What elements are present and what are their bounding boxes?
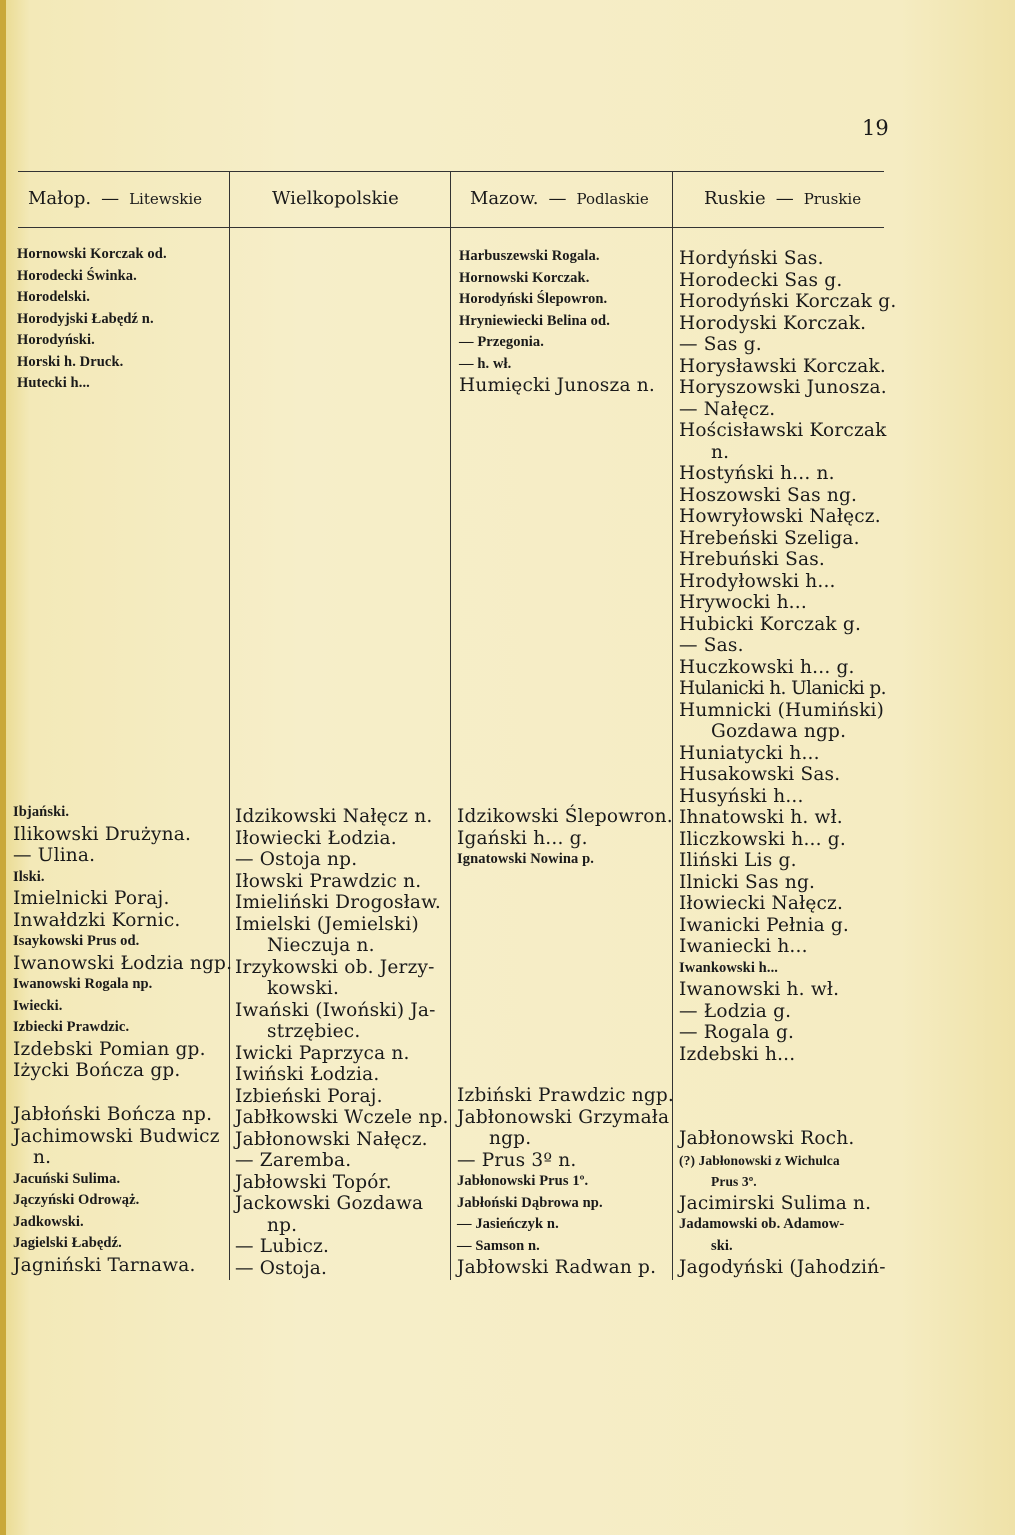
- entry: — Sas g.: [679, 334, 762, 355]
- entry: Horodyński Korczak g.: [679, 291, 897, 312]
- entry: Jacimirski Sulima n.: [679, 1192, 872, 1214]
- entry: Husakowski Sas.: [679, 764, 841, 785]
- header-dash: —: [775, 188, 794, 209]
- entry: Horodyński.: [17, 332, 95, 348]
- entry: Jadkowski.: [13, 1213, 84, 1230]
- column-divider: [450, 172, 451, 1280]
- entry: Imieliński Drogosław.: [235, 892, 442, 913]
- entry: — Przegonia.: [459, 334, 544, 350]
- col1-j-entries: [13, 1104, 220, 1276]
- entry: kowski.: [267, 978, 340, 999]
- entry: Husyński h...: [679, 785, 804, 807]
- entry: Imielnicki Poraj.: [13, 888, 170, 909]
- entry: Irzykowski ob. Jerzy-: [235, 956, 435, 978]
- col3-h-entries: [459, 246, 610, 375]
- entry: Hrywocki h...: [679, 592, 807, 613]
- entry: Horyszowski Junosza.: [679, 377, 887, 398]
- header-main: Ruskie: [704, 188, 766, 209]
- entry: Jabłonowski Roch.: [679, 1128, 855, 1149]
- entry: Horodecki Sas g.: [679, 269, 843, 291]
- entry: Igański h... g.: [457, 827, 588, 849]
- entry: Horski h. Druck.: [17, 353, 124, 370]
- entry: strzębiec.: [267, 1021, 361, 1042]
- entry: Jagielski Łabędź.: [13, 1235, 122, 1251]
- col3-i-entries: [457, 806, 673, 871]
- entry: — Zaremba.: [235, 1150, 352, 1171]
- entry: Iłowiecki Łodzia.: [235, 827, 397, 849]
- entry: Jabłonowski Grzymała: [457, 1106, 670, 1128]
- entry: Hrebeński Szeliga.: [679, 527, 860, 549]
- entry: Jabłowski Topór.: [235, 1171, 392, 1193]
- entry: Iliczkowski h... g.: [679, 828, 846, 850]
- entry: — Ulina.: [13, 845, 96, 866]
- entry: Jacuński Sulima.: [13, 1170, 121, 1187]
- entry: Hrodyłowski h...: [679, 570, 836, 592]
- entry: Iłowski Prawdzic n.: [235, 870, 422, 892]
- entry: — Lubicz.: [235, 1236, 330, 1257]
- entry: Hornowski Korczak od.: [17, 246, 167, 262]
- entry: n.: [711, 441, 730, 463]
- entry: Iłowiecki Nałęcz.: [679, 893, 844, 914]
- entry: Jadamowski ob. Adamow-: [679, 1216, 845, 1232]
- entry: Hościsławski Korczak: [679, 420, 887, 441]
- entry: Ilikowski Drużyna.: [13, 823, 192, 845]
- entry: Hostyński h... n.: [679, 463, 835, 484]
- entry: Prus 3º.: [711, 1174, 757, 1189]
- entry: Iżycki Bończa gp.: [13, 1060, 181, 1081]
- entry: — Ostoja np.: [235, 849, 358, 870]
- entry: Imielski (Jemielski): [235, 913, 419, 935]
- col4-j-entries: [679, 1128, 886, 1279]
- entry: — Jasieńczyk n.: [457, 1216, 559, 1232]
- entry: Harbuszewski Rogala.: [459, 248, 600, 264]
- entry: Inwałdzki Kornic.: [13, 909, 181, 931]
- entry: Horysławski Korczak.: [679, 355, 886, 377]
- entry: Jackowski Gozdawa: [235, 1193, 424, 1214]
- entry: Iwanowski Łodzia ngp.: [13, 952, 233, 974]
- entry: Hrebuński Sas.: [679, 549, 825, 570]
- header-dash: —: [101, 188, 120, 209]
- entry: Horodelski.: [17, 289, 90, 305]
- entry: Horodyjski Łabędź n.: [17, 310, 154, 327]
- entry: Gozdawa ngp.: [711, 721, 847, 742]
- entry: Jabłowski Radwan p.: [457, 1257, 657, 1278]
- entry: Jączyński Odrowąż.: [13, 1192, 140, 1208]
- col4-i-entries: [679, 807, 849, 1065]
- entry: Horodyński Ślepowron.: [459, 291, 608, 307]
- col4-h-entries: [679, 248, 896, 807]
- entry: Isaykowski Prus od.: [13, 933, 140, 949]
- column-divider: [229, 172, 230, 1280]
- table-top-rule: [18, 171, 884, 172]
- entry: Hoszowski Sas ng.: [679, 484, 858, 506]
- header-main: Mazow.: [470, 188, 539, 209]
- entry: Hulanicki h. Ulanicki p.: [679, 678, 886, 699]
- entry: Iwankowski h...: [679, 959, 779, 976]
- entry: Ilnicki Sas ng.: [679, 871, 816, 893]
- entry: Humięcki Junosza n.: [459, 375, 655, 396]
- header-ruskie-pruskie: [704, 188, 861, 214]
- entry: — Sas.: [679, 635, 744, 656]
- entry: Iwanicki Pełnia g.: [679, 914, 850, 936]
- entry: Iliński Lis g.: [679, 850, 797, 871]
- entry: — Prus 3º n.: [457, 1149, 577, 1171]
- entry: Idzikowski Nałęcz n.: [235, 806, 433, 827]
- header-wielkopolskie: [272, 188, 399, 214]
- entry: Hutecki h...: [17, 375, 90, 391]
- table-header-rule: [18, 227, 884, 228]
- entry: — h. wł.: [459, 355, 512, 372]
- entry: Howryłowski Nałęcz.: [679, 506, 881, 527]
- header-sub: Litewskie: [129, 190, 203, 208]
- entry: Izbiecki Prawdzic.: [13, 1019, 130, 1035]
- entry: Izbieński Poraj.: [235, 1085, 383, 1107]
- entry: Ibjański.: [13, 804, 70, 820]
- entry: Jagodyński (Jahodziń-: [679, 1257, 886, 1278]
- header-sub: Podlaskie: [576, 190, 649, 208]
- col3-h-large-entry: [459, 375, 655, 397]
- entry: Jabłkowski Wczele np.: [235, 1107, 449, 1128]
- entry: Iwiński Łodzia.: [235, 1064, 380, 1085]
- entry: Iwiecki.: [13, 997, 63, 1014]
- col1-i-entries: [13, 802, 232, 1082]
- entry: Izdebski h...: [679, 1043, 796, 1065]
- entry: Izbiński Prawdzic ngp.: [457, 1085, 675, 1106]
- entry: Iwaniecki h...: [679, 936, 808, 957]
- entry: ngp.: [489, 1128, 532, 1149]
- entry: Ihnatowski h. wł.: [679, 807, 843, 828]
- entry: Iwicki Paprzyca n.: [235, 1042, 410, 1064]
- entry: Huczkowski h... g.: [679, 656, 855, 678]
- header-mazowieckie-podlaskie: [470, 188, 649, 214]
- entry: Jagniński Tarnawa.: [13, 1254, 196, 1276]
- page-number: 19: [862, 116, 889, 140]
- entry: Hryniewiecki Belina od.: [459, 312, 610, 329]
- entry: Jabłoński Bończa np.: [13, 1104, 213, 1125]
- entry: — Ostoja.: [235, 1257, 328, 1279]
- entry: Iwański (Iwoński) Ja-: [235, 999, 436, 1021]
- entry: Idzikowski Ślepowron.: [457, 806, 673, 827]
- entry: Horodyski Korczak.: [679, 312, 867, 334]
- header-main: Małop.: [28, 188, 92, 209]
- entry: np.: [267, 1214, 298, 1236]
- entry: ski.: [711, 1237, 733, 1254]
- entry: Jachimowski Budwicz: [13, 1125, 220, 1147]
- entry: Jabłonowski Prus 1º.: [457, 1173, 589, 1189]
- entry: Izdebski Pomian gp.: [13, 1038, 206, 1060]
- entry: Iwanowski Rogala np.: [13, 976, 153, 992]
- header-sub: Pruskie: [803, 190, 862, 208]
- col1-h-entries: [17, 244, 167, 395]
- header-main: Wielkopolskie: [272, 188, 399, 209]
- entry: Ignatowski Nowina p.: [457, 851, 594, 867]
- page-edge: [0, 0, 6, 1535]
- entry: — Samson n.: [457, 1237, 540, 1254]
- header-dash: —: [548, 188, 567, 209]
- entry: (?) Jabłonowski z Wichulca: [679, 1152, 840, 1168]
- entry: Hornowski Korczak.: [459, 269, 590, 286]
- entry: — Nałęcz.: [679, 398, 776, 420]
- entry: — Łodzia g.: [679, 1000, 792, 1022]
- entry: n.: [33, 1147, 52, 1168]
- entry: — Rogala g.: [679, 1022, 795, 1043]
- entry: Nieczuja n.: [267, 935, 375, 956]
- entry: Iwanowski h. wł.: [679, 979, 840, 1000]
- entry: Ilski.: [13, 868, 45, 885]
- col3-j-entries: [457, 1085, 674, 1279]
- header-malopolskie-litewskie: [28, 188, 202, 214]
- entry: Humnicki (Humiński): [679, 699, 885, 721]
- entry: Jabłonowski Nałęcz.: [235, 1128, 428, 1150]
- entry: Jabłoński Dąbrowa np.: [457, 1194, 603, 1211]
- entry: Huniatycki h...: [679, 742, 820, 764]
- entry: Hubicki Korczak g.: [679, 613, 862, 635]
- entry: Horodecki Świnka.: [17, 267, 137, 284]
- col2-i-entries: [235, 806, 449, 1279]
- entry: Hordyński Sas.: [679, 248, 824, 269]
